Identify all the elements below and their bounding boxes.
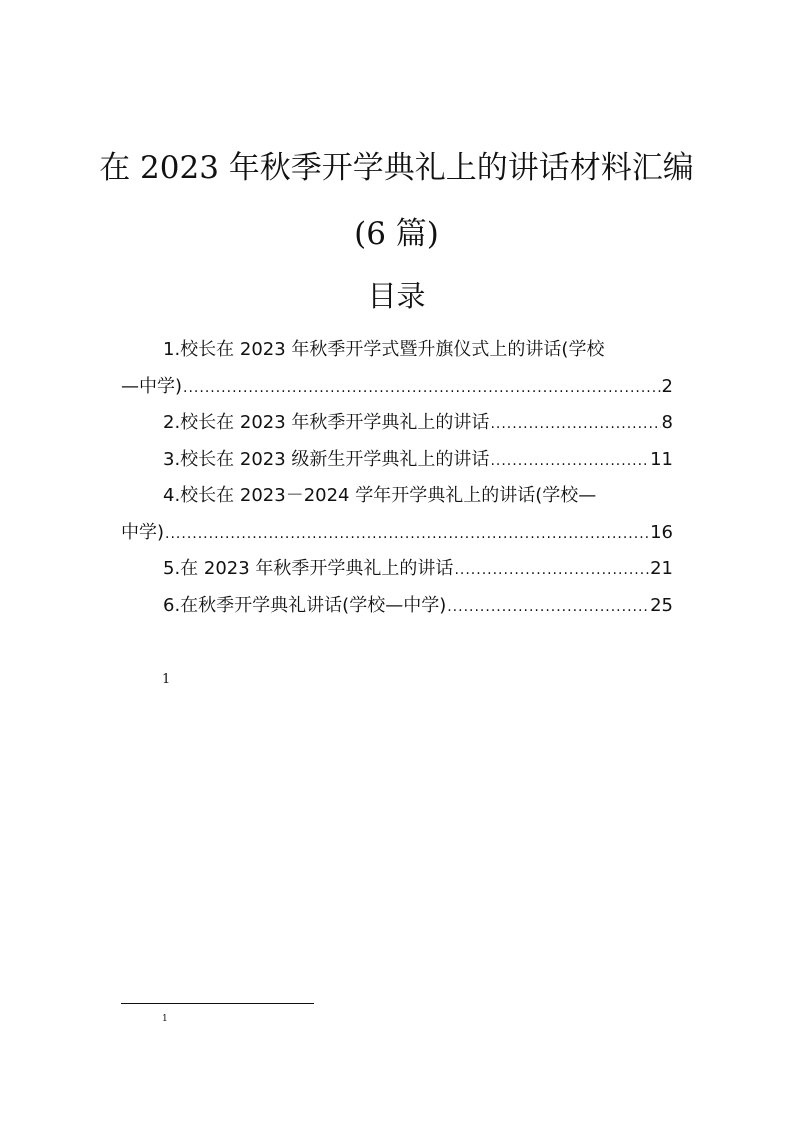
toc-page-number: 16: [650, 521, 673, 543]
toc-dot-leader: [165, 516, 649, 553]
toc-entry-5[interactable]: [121, 551, 673, 588]
toc-entry-text: 4.校长在 2023－2024 学年开学典礼上的讲话(学校—: [163, 485, 597, 506]
footnote-divider: [121, 1003, 314, 1004]
toc-entry-1-line1[interactable]: [121, 332, 673, 369]
document-subtitle: (6 篇): [354, 216, 439, 252]
toc-entry-4-line2[interactable]: [121, 515, 673, 552]
document-title: 在 2023 年秋季开学典礼上的讲话材料汇编: [99, 150, 694, 186]
toc-entry-text: 3.校长在 2023 级新生开学典礼上的讲话: [163, 448, 490, 470]
toc-entry-text: 5.在 2023 年秋季开学典礼上的讲话: [163, 558, 454, 579]
toc-entry-1-line2[interactable]: [121, 369, 673, 406]
toc-entry-text: 中学): [121, 521, 165, 543]
toc-entry-3[interactable]: [121, 442, 673, 479]
toc-entry-4-line1[interactable]: [121, 478, 673, 515]
toc-heading: 目录: [367, 279, 426, 313]
table-of-contents: [121, 332, 673, 624]
toc-page-number: 25: [650, 594, 673, 616]
toc-page-number: 21: [650, 558, 673, 579]
toc-entry-2[interactable]: [121, 405, 673, 442]
toc-dot-leader: [490, 406, 660, 443]
toc-dot-leader: [183, 370, 661, 407]
footnote-mark: 1: [162, 1014, 168, 1024]
toc-entry-text: 1.校长在 2023 年秋季开学式暨升旗仪式上的讲话(学校: [163, 339, 605, 360]
page-number: 1: [162, 672, 171, 687]
toc-page-number: 8: [661, 412, 673, 433]
toc-page-number: 2: [661, 375, 673, 397]
toc-dot-leader: [447, 589, 649, 626]
toc-entry-6[interactable]: [121, 588, 673, 625]
toc-dot-leader: [490, 443, 649, 480]
toc-dot-leader: [454, 552, 649, 589]
toc-entry-text: —中学): [121, 375, 183, 397]
toc-entry-text: 2.校长在 2023 年秋季开学典礼上的讲话: [163, 412, 490, 433]
toc-entry-text: 6.在秋季开学典礼讲话(学校—中学): [163, 594, 447, 616]
toc-page-number: 11: [650, 448, 673, 470]
